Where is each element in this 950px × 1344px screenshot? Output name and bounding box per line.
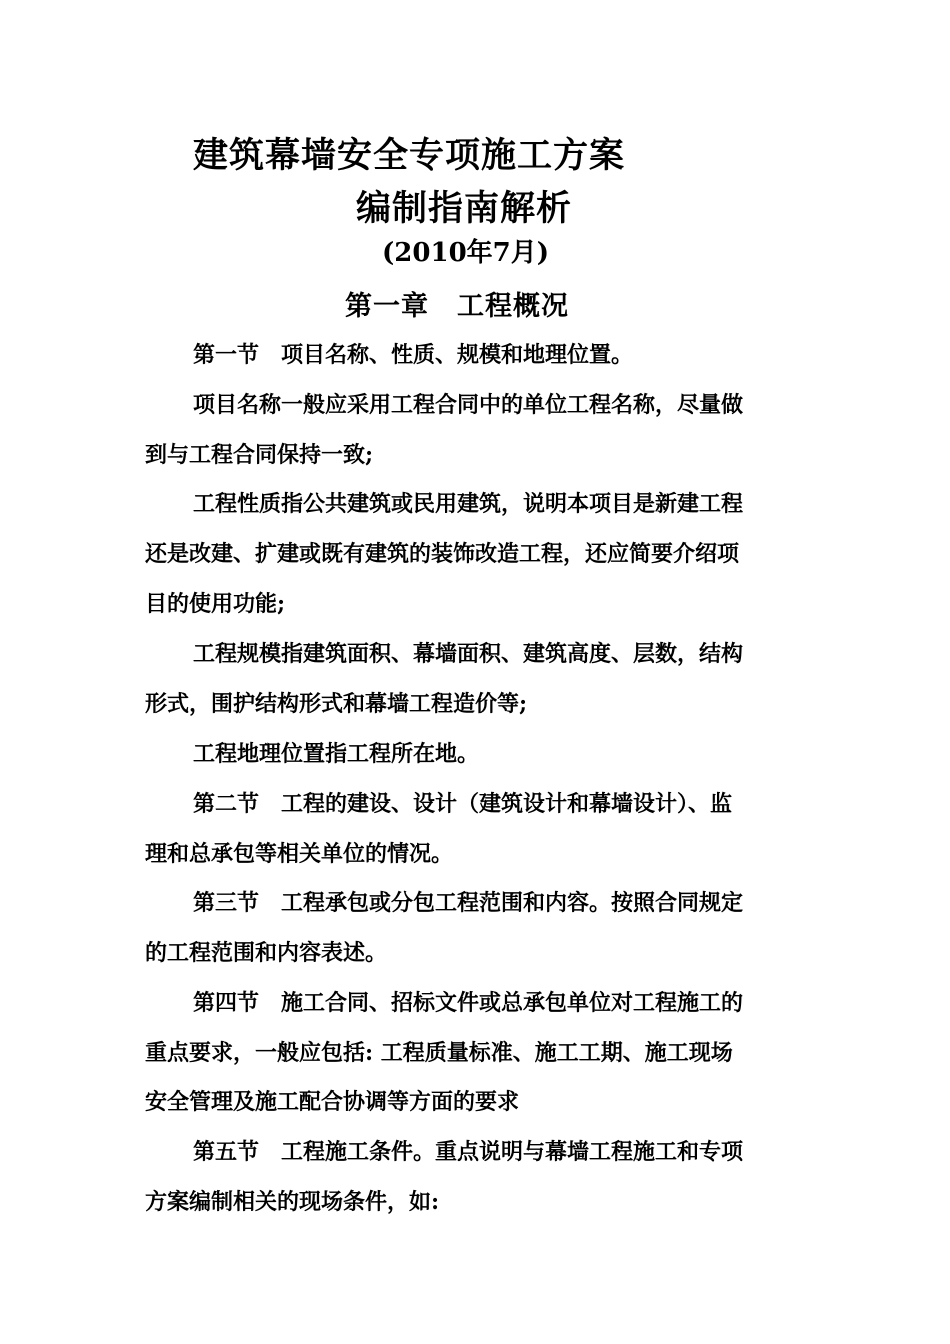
paragraph-line: 项目名称一般应采用工程合同中的单位工程名称，尽量做 <box>193 392 744 418</box>
paragraph-line: 理和总承包等相关单位的情况。 <box>145 841 454 867</box>
paragraph-line: 目的使用功能; <box>145 591 286 617</box>
paragraph-line: 形式，围护结构形式和幕墙工程造价等; <box>145 691 528 717</box>
title-line-2: 编制指南解析 <box>356 188 573 229</box>
document-date: (2010年7月) <box>382 238 550 268</box>
section-1-heading: 第一节 项目名称、性质、规模和地理位置。 <box>193 342 634 368</box>
paragraph-line: 重点要求，一般应包括: 工程质量标准、施工工期、施工现场 <box>145 1040 733 1066</box>
paragraph-line: 工程地理位置指工程所在地。 <box>193 741 480 767</box>
paragraph-line: 还是改建、扩建或既有建筑的装饰改造工程，还应简要介绍项 <box>145 541 740 567</box>
paragraph-line: 工程性质指公共建筑或民用建筑，说明本项目是新建工程 <box>193 491 744 517</box>
section-4-heading: 第四节 施工合同、招标文件或总承包单位对工程施工的 <box>193 990 744 1016</box>
section-2-heading: 第二节 工程的建设、设计（建筑设计和幕墙设计）、监 <box>193 791 733 817</box>
title-line-1: 建筑幕墙安全专项施工方案 <box>193 135 626 176</box>
chapter-heading: 第一章 工程概况 <box>345 291 569 322</box>
section-5-heading: 第五节 工程施工条件。重点说明与幕墙工程施工和专项 <box>193 1139 744 1165</box>
paragraph-line: 到与工程合同保持一致; <box>145 442 374 468</box>
paragraph-line: 的工程范围和内容表述。 <box>145 940 388 966</box>
paragraph-line: 安全管理及施工配合协调等方面的要求 <box>145 1089 520 1115</box>
paragraph-line: 工程规模指建筑面积、幕墙面积、建筑高度、层数，结构 <box>193 641 744 667</box>
section-3-heading: 第三节 工程承包或分包工程范围和内容。按照合同规定 <box>193 890 744 916</box>
paragraph-line: 方案编制相关的现场条件，如: <box>145 1189 440 1215</box>
